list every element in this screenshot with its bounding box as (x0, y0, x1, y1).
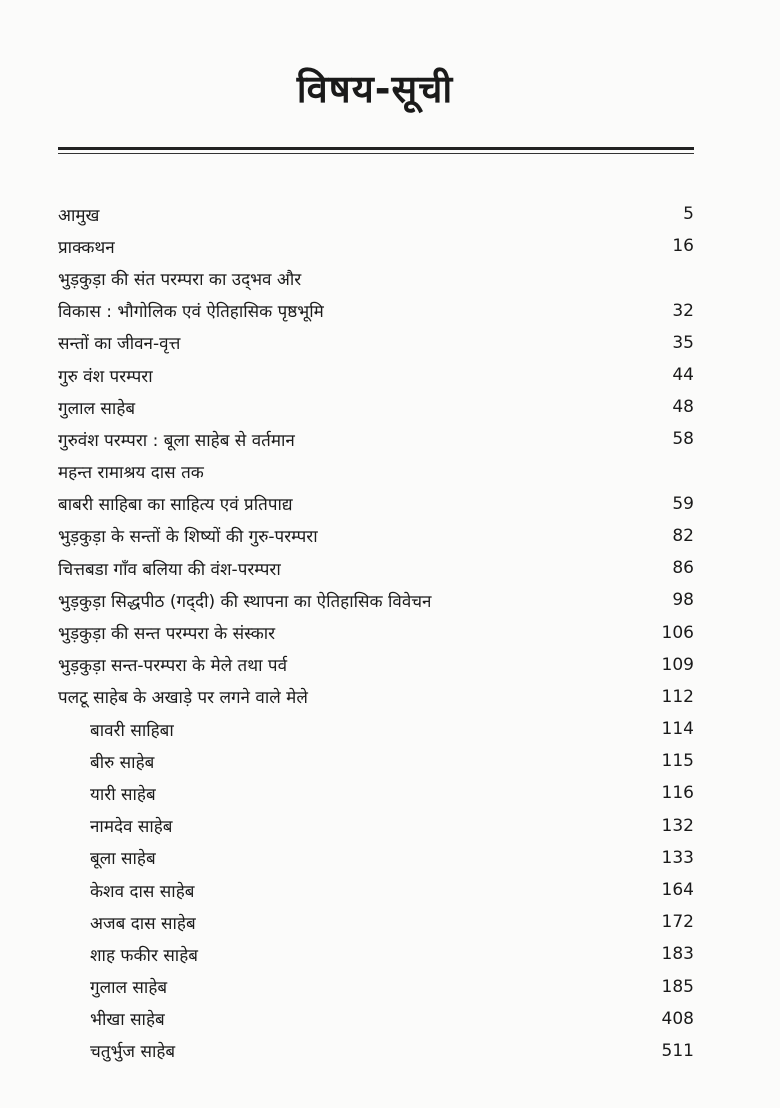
toc-entry-title: भुड़कुड़ा की संत परम्परा का उद्‌भव और (58, 269, 302, 290)
toc-entry-page: 112 (661, 686, 694, 707)
toc-entry-page: 183 (661, 944, 694, 965)
toc-entry-page: 511 (661, 1040, 694, 1061)
toc-entry-title: गुलाल साहेब (90, 978, 168, 999)
toc-entry (58, 230, 694, 262)
toc-entry-page: 185 (661, 976, 694, 997)
toc-entry-title: बाबरी साहिबा का साहित्य एवं प्रतिपाद्य (58, 495, 293, 516)
toc-entry-page: 98 (672, 590, 694, 611)
toc-entry (58, 456, 694, 488)
toc-entry (58, 359, 694, 391)
page-title: विषय-सूची (296, 67, 454, 111)
toc-entry-page: 172 (661, 912, 694, 933)
toc-entry (58, 681, 694, 713)
toc-entry-page: 133 (661, 847, 694, 868)
toc-entry-page: 35 (672, 332, 694, 353)
toc-entry-title: भुड़कुड़ा सन्त-परम्परा के मेले तथा पर्व (58, 656, 288, 677)
toc-entry (58, 584, 694, 616)
toc-entry-page: 408 (661, 1008, 694, 1029)
toc-entry-title: बावरी साहिबा (90, 720, 174, 741)
toc-entry-page: 115 (661, 751, 694, 772)
toc-entry-title: शाह फकीर साहेब (90, 945, 198, 966)
toc-entry-title: गुरु वंश परम्परा (58, 366, 153, 387)
toc-entry (58, 327, 694, 359)
toc-entry-title: विकास : भौगोलिक एवं ऐतिहासिक पृष्ठभूमि (58, 302, 324, 323)
toc-entry (58, 262, 694, 294)
toc-entry (58, 520, 694, 552)
toc-entry-title: बूला साहेब (90, 849, 156, 870)
toc-entry-title: पलटू साहेब के अखाड़े पर लगने वाले मेले (58, 688, 308, 709)
toc-entry (58, 874, 694, 906)
toc-entry (58, 616, 694, 648)
toc-entry (58, 423, 694, 455)
toc-entry-title: केशव दास साहेब (90, 881, 195, 902)
toc-entry (58, 198, 694, 230)
toc-entry (58, 745, 694, 777)
title-divider (58, 147, 694, 150)
toc-entry-title: नामदेव साहेब (90, 817, 173, 838)
toc-entry-title: भुड़कुड़ा की सन्त परम्परा के संस्कार (58, 624, 276, 645)
toc-entry-page: 106 (661, 622, 694, 643)
toc-entry (58, 971, 694, 1003)
toc-entry-page: 86 (672, 558, 694, 579)
toc-entry (58, 295, 694, 327)
toc-entry (58, 391, 694, 423)
toc-entry (58, 649, 694, 681)
toc-entry (58, 1035, 694, 1067)
toc-entry-title: यारी साहेब (90, 784, 156, 805)
toc-entry-page: 109 (661, 654, 694, 675)
toc-entry-title: भुड़कुड़ा सिद्धपीठ (गद्‌दी) की स्थापना का ऐतिहासिक विवेचन (58, 591, 432, 612)
toc-entry (58, 906, 694, 938)
toc-entry-title: चित्तबडा गाँव बलिया की वंश-परम्परा (58, 559, 281, 580)
toc-entry-page: 132 (661, 815, 694, 836)
toc-entry-page: 59 (672, 493, 694, 514)
toc-entry-title: बीरु साहेब (90, 752, 155, 773)
toc-entry-title: चतुर्भुज साहेब (90, 1042, 176, 1063)
toc-entry-page: 44 (672, 365, 694, 386)
toc-entry-page: 48 (672, 397, 694, 418)
toc-entry (58, 488, 694, 520)
toc-entry-title: प्राक्कथन (58, 237, 115, 258)
toc-entry (58, 810, 694, 842)
toc-entry-title: सन्तों का जीवन-वृत्त (58, 334, 181, 355)
toc-entry-page: 5 (683, 204, 694, 225)
table-of-contents (58, 198, 694, 1067)
toc-entry-title: गुलाल साहेब (58, 398, 136, 419)
toc-entry-page: 116 (661, 783, 694, 804)
toc-entry (58, 938, 694, 970)
toc-entry-title: भीखा साहेब (90, 1010, 165, 1031)
toc-entry-page: 164 (661, 880, 694, 901)
toc-entry (58, 552, 694, 584)
toc-entry-title: भुड़कुड़ा के सन्तों के शिष्यों की गुरु-परम्परा (58, 527, 318, 548)
toc-entry-page: 16 (672, 236, 694, 257)
toc-entry-title: अजब दास साहेब (90, 913, 196, 934)
toc-entry (58, 842, 694, 874)
toc-entry-page: 58 (672, 429, 694, 450)
toc-entry-page: 32 (672, 300, 694, 321)
title-divider-thin (58, 153, 694, 154)
toc-entry (58, 1003, 694, 1035)
toc-entry-title: महन्त रामाश्रय दास तक (58, 463, 204, 484)
toc-entry-page: 114 (661, 719, 694, 740)
toc-entry-page: 82 (672, 525, 694, 546)
toc-entry (58, 777, 694, 809)
toc-entry-title: गुरुवंश परम्परा : बूला साहेब से वर्तमान (58, 430, 295, 451)
toc-entry-title: आमुख (58, 205, 100, 226)
toc-entry (58, 713, 694, 745)
